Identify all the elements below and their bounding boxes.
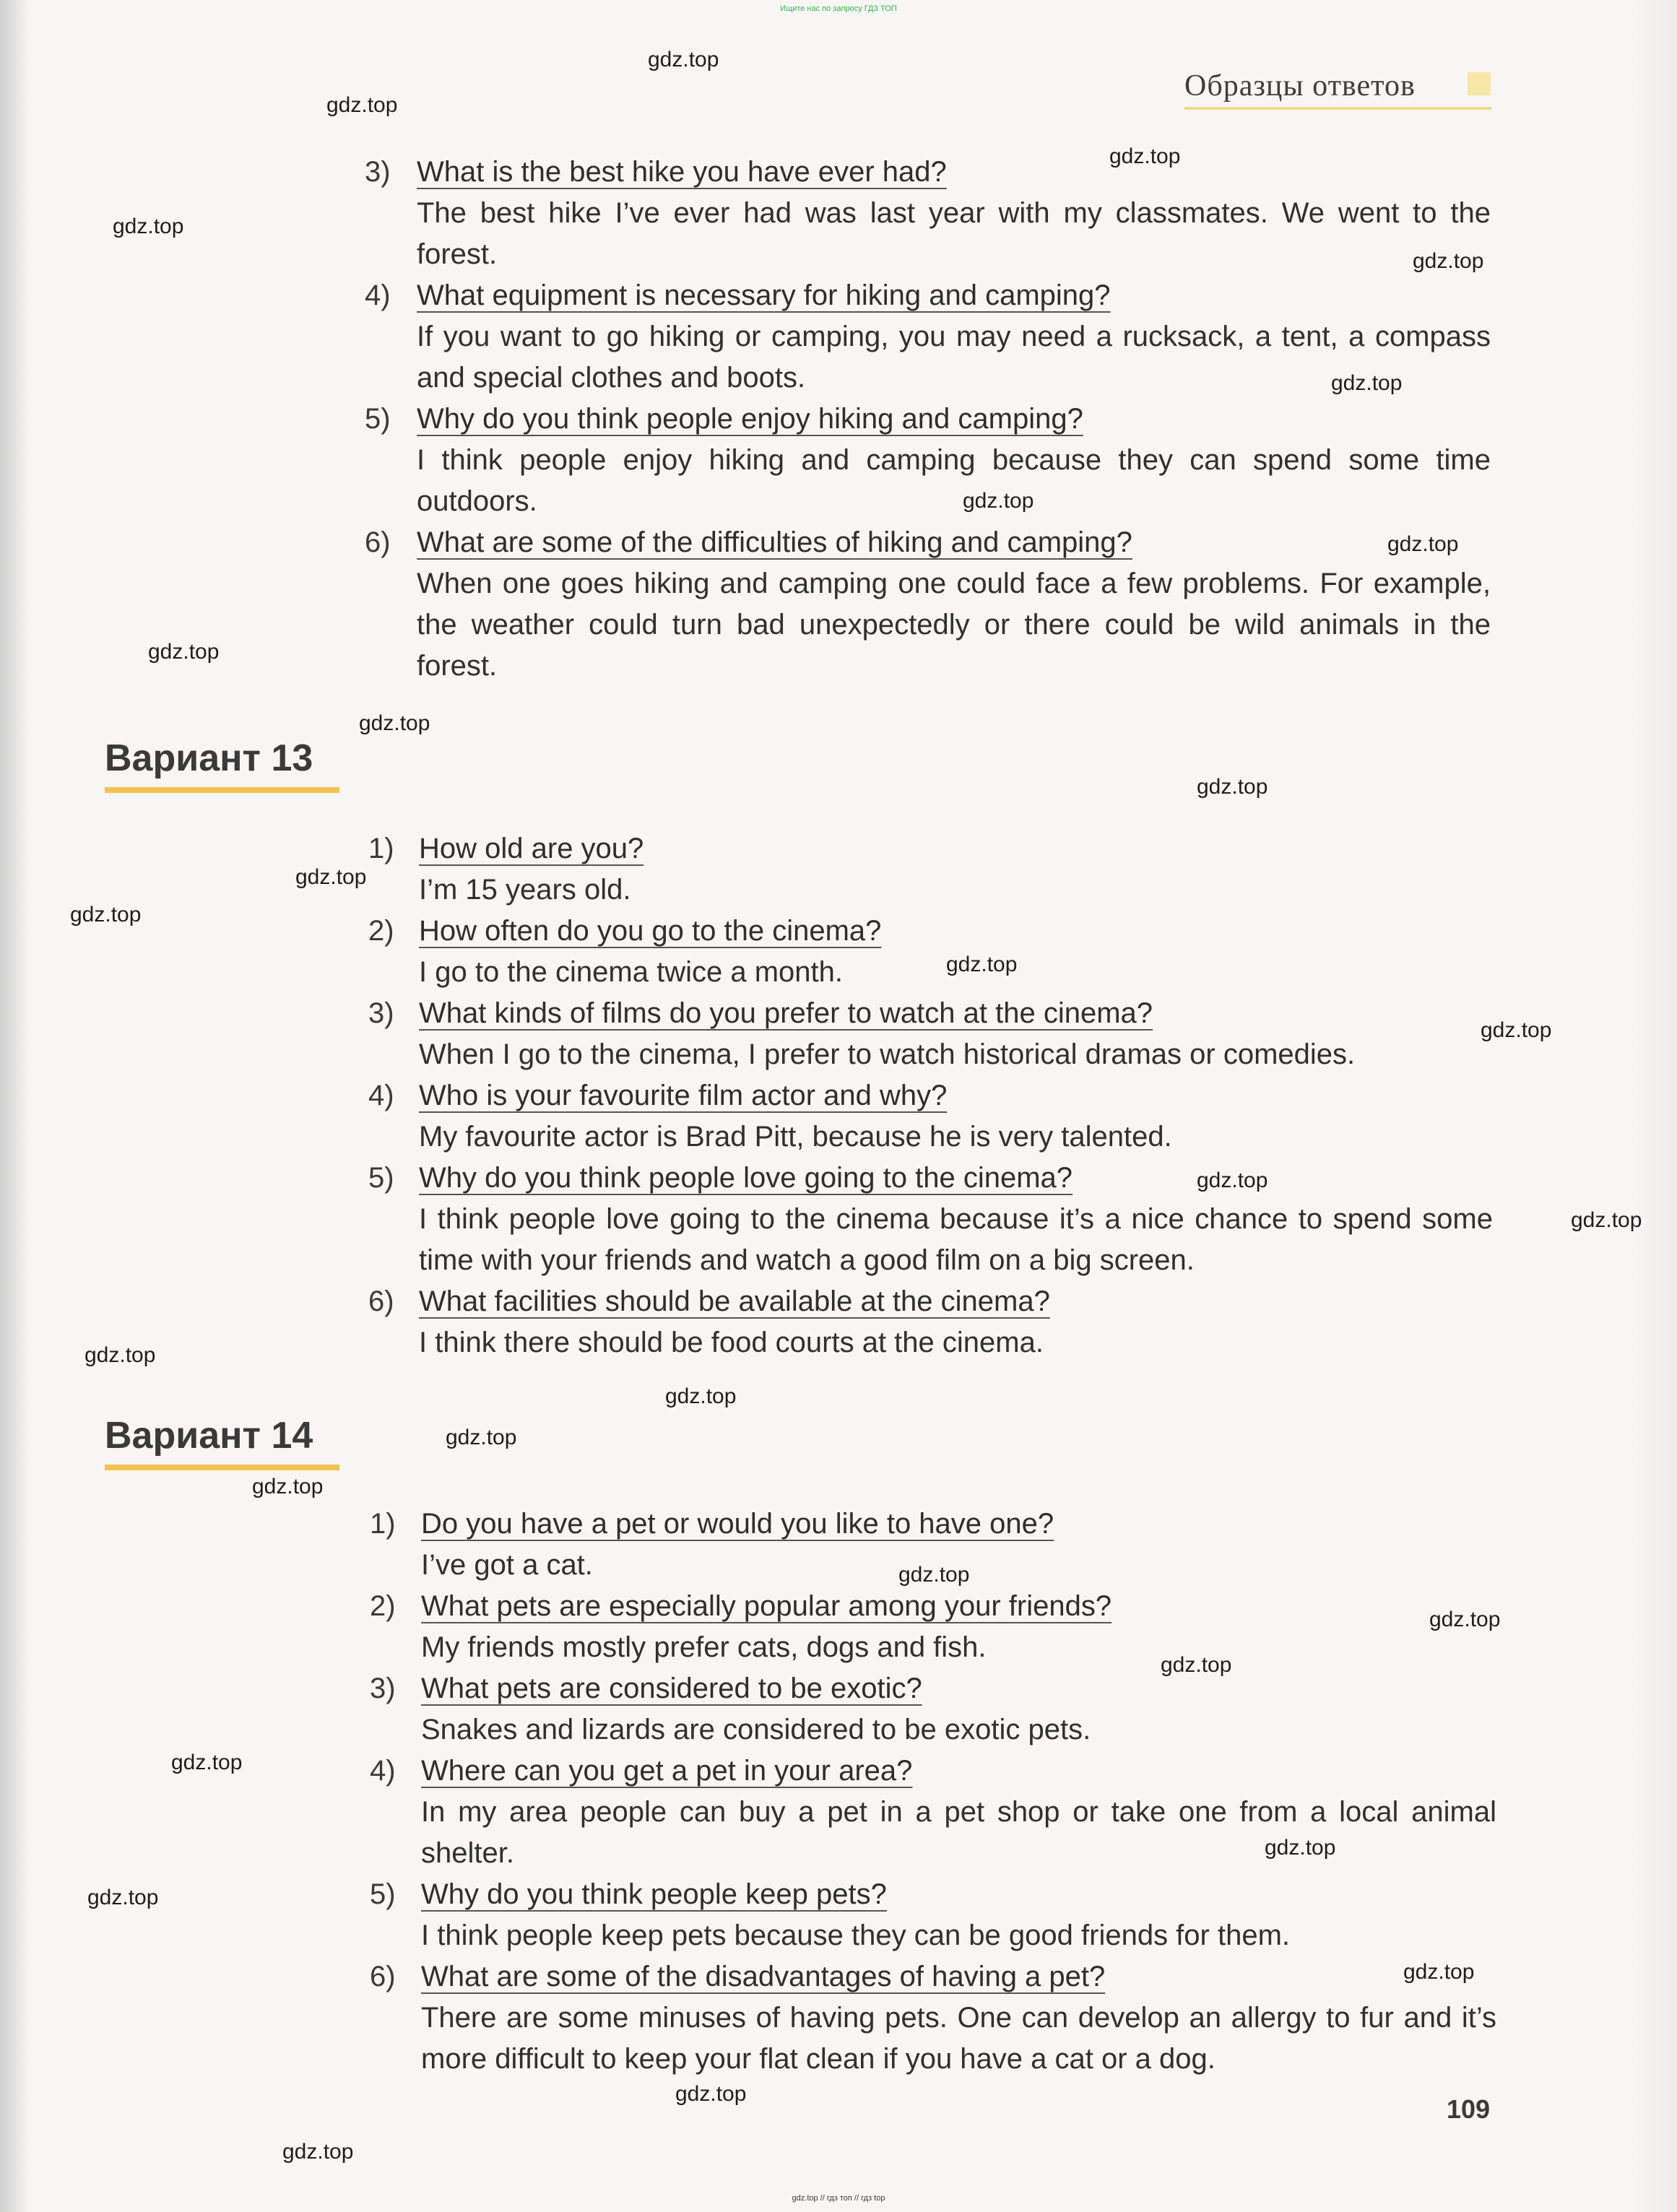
watermark: gdz.top [171, 1751, 243, 1774]
watermark: gdz.top [84, 1343, 156, 1367]
question-line [0, 1281, 1677, 1322]
question-number: 6) [370, 1961, 396, 1992]
variant-13-list [0, 828, 1677, 1363]
variant-13-underline [105, 787, 339, 793]
watermark: gdz.top [87, 1886, 159, 1909]
question-number: 5) [368, 1162, 394, 1194]
watermark: gdz.top [1197, 775, 1268, 799]
watermark: gdz.top [665, 1384, 737, 1408]
question-line [0, 399, 1677, 440]
qa-item [0, 1158, 1677, 1281]
question-text: What pets are especially popular among your friends? [421, 1590, 1112, 1622]
answer-text: When I go to the cinema, I prefer to watch historical dramas or comedies. [419, 1038, 1356, 1070]
question-line [0, 1751, 1677, 1792]
question-line [0, 1158, 1677, 1199]
question-number: 2) [370, 1590, 396, 1622]
watermark: gdz.top [359, 711, 430, 735]
question-text: Why do you think people keep pets? [421, 1878, 887, 1910]
watermark: gdz.top [1413, 249, 1484, 273]
qa-continued [0, 152, 1677, 687]
watermark: gdz.top [113, 214, 184, 238]
answer-text: I’ve got a cat. [421, 1549, 593, 1581]
question-text: Who is your favourite film actor and why? [419, 1080, 948, 1111]
question-line [0, 1586, 1677, 1627]
question-text: Do you have a pet or would you like to have one? [421, 1508, 1054, 1540]
question-text: What equipment is necessary for hiking and camping? [417, 279, 1111, 311]
page-header-title: Образцы ответов [1184, 69, 1416, 103]
variant-14-heading: Вариант 14 [105, 1415, 313, 1457]
question-text: What pets are considered to be exotic? [421, 1673, 922, 1704]
watermark: gdz.top [1429, 1608, 1501, 1631]
question-line [0, 1504, 1677, 1545]
question-text: What are some of the difficulties of hiking and camping? [417, 526, 1132, 558]
question-number: 1) [368, 833, 394, 864]
question-text: Where can you get a pet in your area? [421, 1755, 913, 1787]
header-underline [1184, 107, 1491, 110]
question-text: What are some of the disadvantages of having a pet? [421, 1961, 1106, 1992]
question-text: What kinds of films do you prefer to watch at the cinema? [419, 997, 1153, 1029]
answer-text: Snakes and lizards are considered to be exotic pets. [421, 1714, 1091, 1745]
question-line [0, 1075, 1677, 1116]
watermark: gdz.top [898, 1563, 970, 1587]
top-notice: Ищите нас по запросу ГДЗ ТОП [780, 4, 897, 13]
question-line [0, 1874, 1677, 1915]
question-number: 6) [368, 1285, 394, 1317]
watermark: gdz.top [70, 903, 142, 927]
qa-item [0, 275, 1677, 399]
question-number: 3) [365, 156, 391, 188]
question-number: 6) [365, 526, 391, 558]
watermark: gdz.top [326, 93, 398, 117]
question-text: How often do you go to the cinema? [419, 915, 882, 947]
watermark: gdz.top [1109, 144, 1181, 168]
header-marker [1468, 72, 1491, 95]
answer-text: My friends mostly prefer cats, dogs and fish. [421, 1631, 987, 1663]
question-number: 5) [365, 403, 391, 435]
watermark: gdz.top [1197, 1168, 1268, 1192]
answer-text: If you want to go hiking or camping, you may need a rucksack, a tent, a compass and special clothes and boots. [417, 321, 1491, 394]
answer-text: My favourite actor is Brad Pitt, because he is very talented. [419, 1121, 1172, 1153]
qa-item [0, 1668, 1677, 1751]
question-number: 3) [370, 1673, 396, 1704]
question-number: 4) [368, 1080, 394, 1111]
answer-text: The best hike I’ve ever had was last year with my classmates. We went to the forest. [417, 197, 1491, 270]
question-line [0, 993, 1677, 1034]
answer-text: There are some minuses of having pets. One can develop an allergy to fur and it’s more difficult to keep your flat clean if you have a cat or a dog. [421, 2002, 1496, 2075]
qa-item [0, 399, 1677, 522]
qa-item [0, 1586, 1677, 1668]
qa-item [0, 1281, 1677, 1363]
question-line [0, 152, 1677, 193]
variant-13-heading: Вариант 13 [105, 737, 313, 779]
answer-text: I go to the cinema twice a month. [419, 956, 843, 988]
qa-item [0, 1075, 1677, 1158]
question-text: What facilities should be available at the cinema? [419, 1285, 1050, 1317]
answer-text: In my area people can buy a pet in a pet shop or take one from a local animal shelter. [421, 1796, 1496, 1869]
bottom-notice: gdz.top // гдз топ // гдз top [792, 2194, 885, 2203]
qa-item [0, 911, 1677, 993]
watermark: gdz.top [1403, 1960, 1475, 1984]
question-number: 4) [370, 1755, 396, 1787]
answer-text: I think people keep pets because they can be good friends for them. [421, 1920, 1291, 1951]
answer-text: I think people love going to the cinema because it’s a nice chance to spend some time with your friends and watch a good film on a big screen. [419, 1203, 1493, 1276]
watermark: gdz.top [295, 865, 367, 889]
watermark: gdz.top [648, 48, 719, 71]
question-text: Why do you think people enjoy hiking and camping? [417, 403, 1083, 435]
watermark: gdz.top [675, 2082, 747, 2106]
watermark: gdz.top [1265, 1836, 1336, 1860]
watermark: gdz.top [1331, 371, 1403, 395]
answer-text: I’m 15 years old. [419, 874, 631, 906]
question-number: 3) [368, 997, 394, 1029]
qa-item [0, 1504, 1677, 1586]
watermark: gdz.top [252, 1475, 324, 1498]
question-line [0, 828, 1677, 869]
question-line [0, 275, 1677, 316]
qa-item [0, 828, 1677, 911]
watermark: gdz.top [946, 953, 1018, 976]
qa-item [0, 1874, 1677, 1956]
variant-14-list [0, 1504, 1677, 2080]
watermark: gdz.top [446, 1426, 517, 1449]
watermark: gdz.top [1481, 1018, 1552, 1042]
watermark: gdz.top [963, 489, 1034, 513]
answer-text: I think people enjoy hiking and camping because they can spend some time outdoors. [417, 444, 1491, 517]
question-text: What is the best hike you have ever had? [417, 156, 947, 188]
watermark: gdz.top [1161, 1653, 1232, 1677]
question-line [0, 1668, 1677, 1709]
qa-item [0, 1751, 1677, 1874]
page-number: 109 [1447, 2094, 1491, 2124]
answer-text: When one goes hiking and camping one could face a few problems. For example, the weather could turn bad unexpectedly or there could be wild animals in the forest. [417, 568, 1491, 682]
watermark: gdz.top [148, 640, 220, 664]
question-number: 1) [370, 1508, 396, 1540]
watermark: gdz.top [1571, 1208, 1642, 1232]
variant-14-underline [105, 1465, 339, 1470]
watermark: gdz.top [1387, 532, 1459, 556]
question-number: 2) [368, 915, 394, 947]
question-number: 4) [365, 279, 391, 311]
question-line [0, 911, 1677, 952]
question-number: 5) [370, 1878, 396, 1910]
watermark: gdz.top [282, 2140, 354, 2164]
answer-text: I think there should be food courts at the cinema. [419, 1327, 1044, 1358]
question-text: Why do you think people love going to the cinema? [419, 1162, 1073, 1194]
question-text: How old are you? [419, 833, 644, 864]
qa-item [0, 993, 1677, 1075]
